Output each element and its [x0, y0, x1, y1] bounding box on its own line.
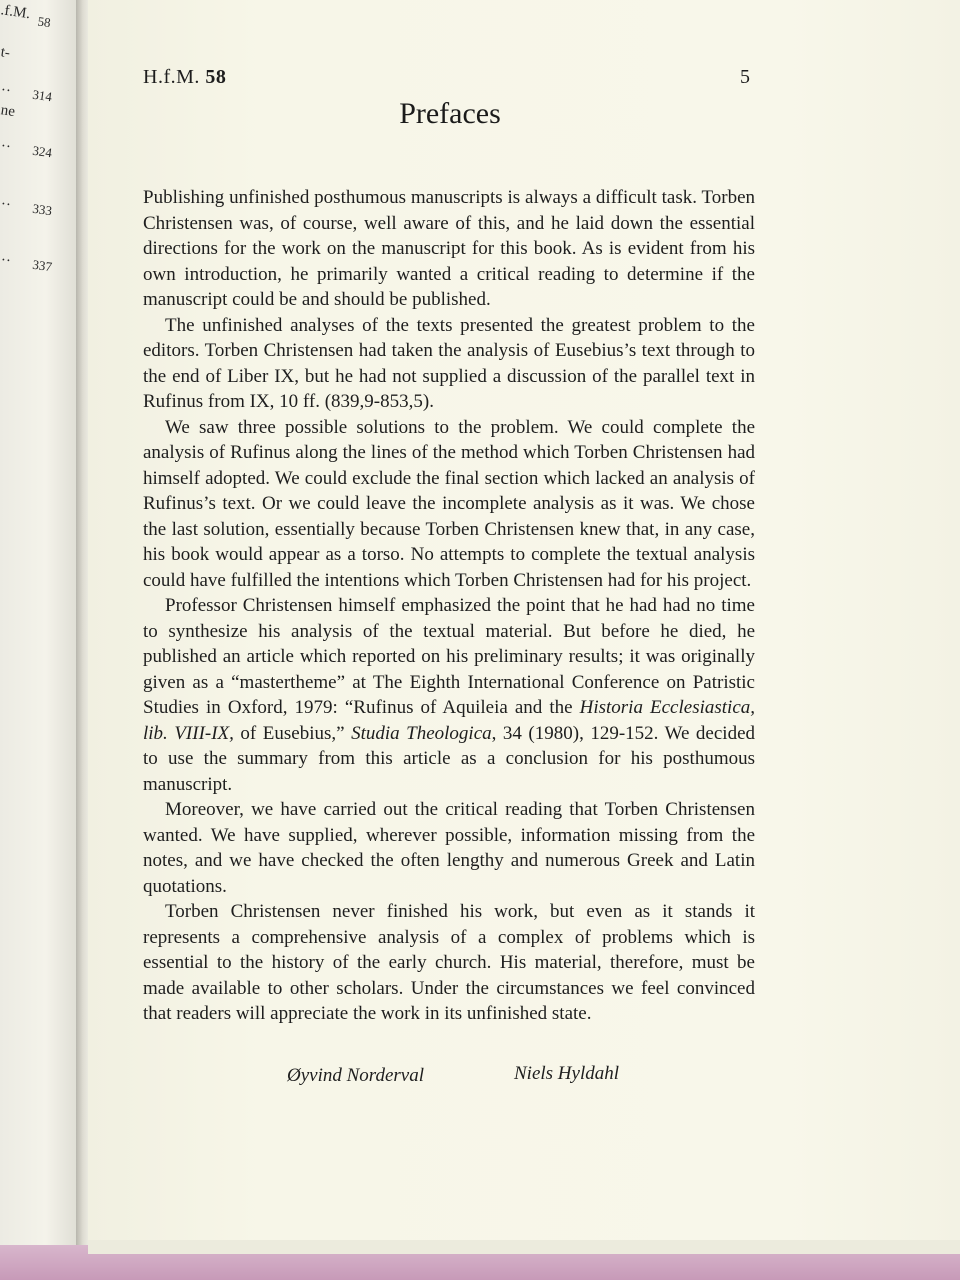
paragraph: The unfinished analyses of the texts presented the greatest problem to the editors. Torben Christensen had taken the analysis of Eusebius’s text through to the end of Liber IX, but he had not supplied a discussion of the parallel text in Rufinus from IX, 10 ff. (839,9-853,5).	[143, 314, 755, 412]
running-head-number: 58	[205, 66, 227, 88]
left-page-number: 314	[31, 86, 53, 105]
left-page-text: t-	[0, 44, 12, 62]
left-page-number: 324	[31, 142, 53, 161]
paragraph: Moreover, we have carried out the critical reading that Torben Christensen wanted. We have supplied, wherever possible, information missing from the notes, and we have checked the often lengthy and numerous Greek and Latin quotations.	[143, 799, 755, 897]
signature-first: Øyvind Norderval	[287, 1065, 425, 1086]
left-page-line	[0, 138, 75, 178]
preface-body	[143, 185, 755, 1027]
page-title: Prefaces	[399, 97, 501, 130]
left-page-line	[0, 196, 75, 236]
page-bottom-edge	[88, 1240, 960, 1254]
paragraph: Publishing unfinished posthumous manuscripts is always a difficult task. Torben Christensen was, of course, well aware of this, and he laid down the essential directions for the work on the manuscript for this book. As is evident from his own introduction, he primarily wanted a critical reading to determine if the manuscript could be and should be published.	[143, 187, 755, 310]
left-page-number: 337	[31, 256, 53, 275]
left-page-text: ··	[0, 252, 12, 270]
paragraph-text: , 34 (1980), 129-152. We decided to use the summary from this article as a conclusion for his posthumous manuscript.	[143, 722, 755, 795]
previous-page	[0, 0, 76, 1245]
left-page-number: 58	[36, 13, 52, 31]
paragraph: Torben Christensen never finished his work, but even as it stands it represents a comprehensive analysis of a complex of problems which is essential to the history of the early church. His material, therefore, must be made available to other scholars. Under the circumstances we feel convinced that readers will appreciate the work in its unfinished state.	[143, 901, 755, 1024]
paragraph-text: of Eusebius,”	[233, 722, 352, 744]
paragraph-text: Professor Christensen himself emphasized the point that he had had no time to synthesize his analysis of the textual material. But before he died, he published an article which reported on his preliminary results; it was originally given as a “mastertheme” at The Eighth International Conference on Patristic Studies in Oxford, 1979: “Rufinus of Aquileia and the	[143, 595, 755, 718]
journal-title-italic: Studia Theologica	[351, 722, 492, 744]
paragraph	[143, 593, 755, 797]
signatures	[0, 1065, 960, 1095]
left-page-number: 333	[31, 200, 53, 219]
left-page-text: .f.M.	[0, 2, 32, 23]
left-page-text: ne	[0, 102, 17, 121]
left-page-text: ··	[0, 138, 12, 156]
book-title-italic: Historia Ecclesiastica, lib. VIII-IX,	[143, 697, 756, 744]
paragraph: We saw three possible solutions to the problem. We could complete the analysis of Rufinus along the lines of the method which Torben Christensen had himself adopted. We could exclude the final section which lacked an analysis of Rufinus’s text. Or we could leave the incomplete analysis as it was. We chose the last solution, essentially because Torben Christensen knew that, in any case, his book would appear as a torso. No attempts to complete the textual analysis could have fulfilled the intentions which Torben Christensen had for his project.	[143, 416, 755, 591]
left-page-line	[0, 44, 75, 84]
left-page-line	[0, 252, 75, 292]
left-page-text: ··	[0, 82, 12, 100]
page-number: 5	[740, 66, 750, 88]
signature-second: Niels Hyldahl	[514, 1063, 620, 1084]
running-head-prefix: H.f.M.	[143, 66, 206, 88]
left-page-text: ··	[0, 196, 12, 214]
left-page-line	[0, 2, 75, 42]
running-head	[143, 66, 226, 89]
